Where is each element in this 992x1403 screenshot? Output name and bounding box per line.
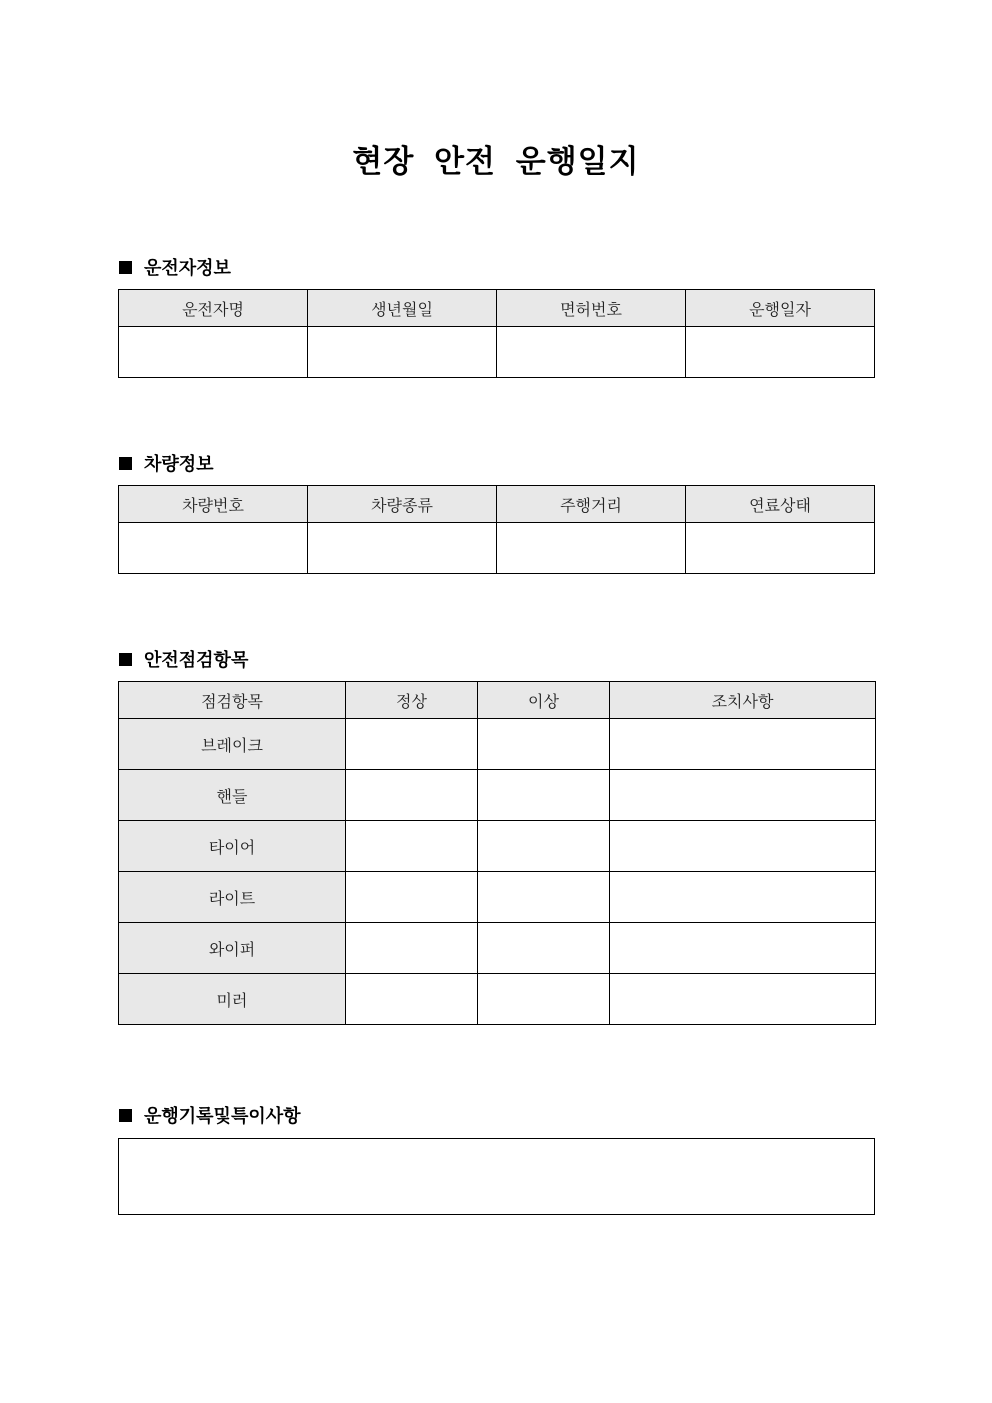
column-header-normal: 정상 [346,682,478,719]
document-title: 현장 안전 운행일지 [352,144,640,180]
normal-cell[interactable] [346,872,478,923]
driver-name-field[interactable] [119,327,308,378]
table-row [119,974,876,1025]
action-cell[interactable] [610,821,876,872]
section-heading-label: 차량정보 [144,454,214,475]
license-number-field[interactable] [497,327,686,378]
section-heading-driver-info [119,254,231,280]
abnormal-cell[interactable] [478,770,610,821]
safety-check-table [118,681,876,1025]
section-heading-label: 운전자정보 [144,258,231,279]
column-header-check-item: 점검항목 [119,682,346,719]
check-item-label: 핸들 [119,770,346,821]
vehicle-info-table [118,485,875,574]
normal-cell[interactable] [346,923,478,974]
column-header-birth-date: 생년월일 [308,290,497,327]
square-bullet-icon [119,653,132,666]
table-row [119,821,876,872]
normal-cell[interactable] [346,974,478,1025]
column-header-license-number: 면허번호 [497,290,686,327]
check-item-label: 타이어 [119,821,346,872]
column-header-action: 조치사항 [610,682,876,719]
action-cell[interactable] [610,719,876,770]
drive-date-field[interactable] [686,327,875,378]
action-cell[interactable] [610,974,876,1025]
section-heading-notes [119,1102,301,1128]
table-row [119,872,876,923]
action-cell[interactable] [610,872,876,923]
section-heading-label: 안전점검항목 [144,650,249,671]
check-item-label: 브레이크 [119,719,346,770]
vehicle-type-field[interactable] [308,523,497,574]
normal-cell[interactable] [346,719,478,770]
column-header-abnormal: 이상 [478,682,610,719]
action-cell[interactable] [610,923,876,974]
check-item-label: 미러 [119,974,346,1025]
column-header-fuel-status: 연료상태 [686,486,875,523]
notes-textarea[interactable] [118,1138,875,1215]
driver-info-table [118,289,875,378]
table-row [119,923,876,974]
column-header-driver-name: 운전자명 [119,290,308,327]
action-cell[interactable] [610,770,876,821]
column-header-vehicle-number: 차량번호 [119,486,308,523]
section-heading-safety-check [119,646,248,672]
abnormal-cell[interactable] [478,974,610,1025]
fuel-status-field[interactable] [686,523,875,574]
table-row [119,770,876,821]
normal-cell[interactable] [346,770,478,821]
abnormal-cell[interactable] [478,719,610,770]
column-header-mileage: 주행거리 [497,486,686,523]
abnormal-cell[interactable] [478,821,610,872]
birth-date-field[interactable] [308,327,497,378]
section-heading-vehicle-info [119,450,214,476]
column-header-vehicle-type: 차량종류 [308,486,497,523]
abnormal-cell[interactable] [478,872,610,923]
mileage-field[interactable] [497,523,686,574]
column-header-drive-date: 운행일자 [686,290,875,327]
table-row [119,719,876,770]
vehicle-number-field[interactable] [119,523,308,574]
check-item-label: 와이퍼 [119,923,346,974]
square-bullet-icon [119,261,132,274]
abnormal-cell[interactable] [478,923,610,974]
check-item-label: 라이트 [119,872,346,923]
square-bullet-icon [119,457,132,470]
normal-cell[interactable] [346,821,478,872]
section-heading-label: 운행기록및특이사항 [144,1106,301,1127]
square-bullet-icon [119,1109,132,1122]
